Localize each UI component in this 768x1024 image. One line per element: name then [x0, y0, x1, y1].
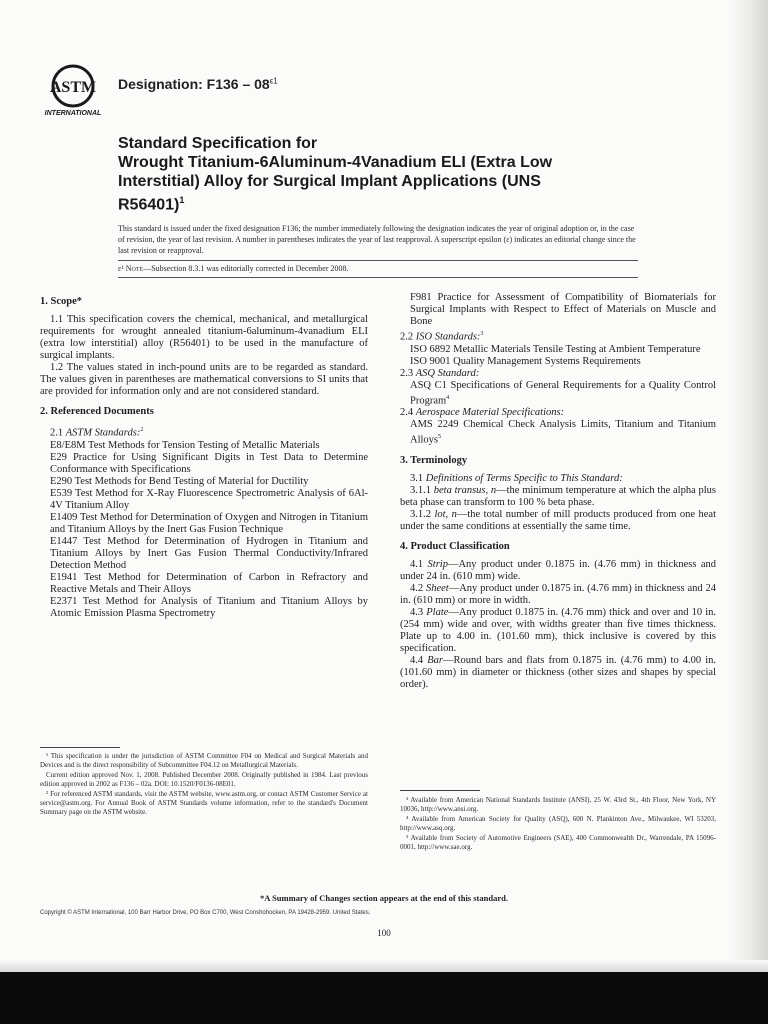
footnote: ¹ This specification is under the jurisdiction of ASTM Committee F04 on Medical and Surgical Materials and Devices and is the direct responsibility of Subcommittee F04.12 on Metallurgical Materials. [40, 752, 368, 769]
header-rule-bottom [118, 277, 638, 278]
footnote: ⁴ Available from American Society for Quality (ASQ), 600 N. Plankinton Ave., Milwaukee, WI 53203, http://www.asq.org. [400, 815, 716, 832]
astm-label-footnote: 2 [140, 427, 144, 433]
astm-label-number: 2.1 [50, 427, 64, 439]
editorial-note [118, 264, 638, 273]
para-number: 4.4 [410, 654, 424, 666]
ams-label [400, 407, 716, 419]
scan-border-black [0, 972, 768, 1024]
para-italic-text: Definitions of Terms Specific to This Standard: [425, 472, 623, 484]
paragraph-4-1 [400, 559, 716, 583]
header-rule-top [118, 260, 638, 261]
defined-term: Plate [426, 606, 449, 618]
reference-item: E29 Practice for Using Significant Digits in Test Data to Determine Conformance with Specifications [50, 451, 368, 475]
summary-of-changes-note: *A Summary of Changes section appears at the end of this standard. [260, 893, 508, 903]
logo-org-text: INTERNATIONAL [44, 110, 102, 117]
para-number: 3.1.1 [410, 484, 431, 496]
designation [118, 76, 278, 92]
ams-reference-footnote: 5 [438, 434, 442, 440]
reference-item: E1447 Test Method for Determination of Hydrogen in Titanium and Titanium Alloys by Inert Gas Fusion Thermal Conductivity/Infrared Detection Method [50, 535, 368, 571]
copyright-line: Copyright © ASTM International, 100 Barr Harbor Drive, PO Box C700, West Conshohocken, PA 19428-2959. United States. [40, 910, 371, 916]
footnote: ² For referenced ASTM standards, visit the ASTM website, www.astm.org, or contact ASTM Customer Service at service@astm.org. For Annual Book of ASTM Standards volume information, refer to the standard's Document Summary page on the ASTM website. [40, 790, 368, 816]
defined-term: Bar [427, 654, 443, 666]
footnote: ³ Available from American National Standards Institute (ANSI), 25 W. 43rd St., 4th Floor, New York, NY 10036, http://www.ansi.org. [400, 796, 716, 813]
note-symbol: ε¹ [118, 264, 124, 273]
footnote: Current edition approved Nov. 1, 2008. Published December 2008. Originally published in 1984. Last previous edition approved in 2002 as F136 – 02a. DOI: 10.1520/F0136-08E01. [40, 771, 368, 788]
reference-item: F981 Practice for Assessment of Compatibility of Biomaterials for Surgical Implants with Respect to Effect of Materials on Muscle and Bone [410, 292, 716, 327]
reference-item: E539 Test Method for X-Ray Fluorescence Spectrometric Analysis of 6Al-4V Titanium Alloy [50, 487, 368, 511]
definition-text: —Round bars and flats from 0.1875 in. (4.76 mm) to 4.00 in. (101.60 mm) in diameter or thickness (other sizes and shapes by special order). [400, 654, 717, 690]
footnote-rule-left [40, 747, 120, 748]
issuance-statement: This standard is issued under the fixed designation F136; the number immediately following the designation indicates the year of original adoption or, in the case of revision, the year of last revision. A number in parentheses indicates the year of last reapproval. A superscript epsilon (ε) indicates an editorial change since the last revision or reapproval. [118, 224, 636, 255]
defined-term: lot, n [434, 508, 457, 520]
ams-label-text: Aerospace Material Specifications: [415, 407, 565, 418]
defined-term: Sheet [425, 582, 449, 594]
definition-text: —Any product under 0.1875 in. (4.76 mm) in thickness and 24 in. (610 mm) or more in width. [400, 582, 716, 606]
referenced-documents-heading: 2. Referenced Documents [40, 406, 154, 417]
note-text: —Subsection 8.3.1 was editorially corrected in December 2008. [143, 264, 349, 273]
paragraph-3-1-1 [400, 485, 716, 509]
ams-label-number: 2.4 [400, 407, 414, 418]
footnotes-left [40, 752, 368, 818]
footnote-rule-right [400, 790, 480, 791]
paragraph-1-2: 1.2 The values stated in inch-pound units are to be regarded as standard. The values given in parentheses are mathematical conversions to SI units that are provided for information only and are not considered standard. [40, 362, 368, 397]
astm-label-text: ASTM Standards: [65, 427, 141, 439]
footnotes-right [400, 796, 716, 853]
asq-reference-footnote: 4 [446, 394, 450, 401]
scope-heading: 1. Scope* [40, 296, 82, 307]
iso-standards-label [400, 328, 716, 344]
title-line-3: Interstitial) Alloy for Surgical Implant Applications (UNS [118, 173, 541, 190]
terminology-heading: 3. Terminology [400, 454, 468, 466]
defined-term: beta transus, n [433, 484, 497, 496]
reference-item: ISO 9001 Quality Management Systems Requirements [410, 355, 641, 367]
note-label: Note [125, 264, 144, 273]
paragraph-4-4 [400, 655, 716, 691]
reference-item: ISO 6892 Metallic Materials Tensile Testing at Ambient Temperature [410, 343, 701, 355]
title-footnote-marker: 1 [179, 195, 185, 205]
astm-standards-label [40, 424, 368, 440]
logo-mark-text: ASTM [49, 79, 97, 96]
paragraph-4-2 [400, 583, 716, 607]
asq-reference-text: ASQ C1 Specifications of General Requirements for a Quality Control Program [410, 379, 716, 406]
iso-label-footnote: 3 [480, 331, 484, 337]
para-number: 4.3 [410, 606, 424, 618]
para-number: 3.1 [410, 472, 424, 484]
page-number: 100 [377, 928, 391, 938]
footnote: ⁵ Available from Society of Automotive Engineers (SAE), 400 Commonwealth Dr., Warrendale, PA 15096-0001, http://www.sae.org. [400, 834, 716, 851]
paragraph-1-1: 1.1 This specification covers the chemical, mechanical, and metallurgical requirements for wrought annealed titanium-6aluminum-4vanadium ELI (extra low interstitial) alloy (R56401) to be used in the manufacture of surgical implants. [40, 314, 368, 361]
title-line-2: Wrought Titanium-6Aluminum-4Vanadium ELI (Extra Low [118, 154, 553, 171]
paragraph-3-1-2 [400, 509, 716, 533]
para-number: 4.1 [410, 558, 424, 570]
page-edge-shadow [728, 0, 768, 1024]
iso-label-number: 2.2 [400, 331, 414, 343]
right-column [400, 292, 716, 691]
designation-text: Designation: F136 – 08 [118, 76, 270, 92]
astm-logo [40, 62, 106, 118]
definition-text: —the total number of mill products produced from one heat under the same conditions at essentially the same time. [400, 508, 716, 532]
paragraph-3-1 [400, 473, 716, 485]
asq-label-number: 2.3 [400, 367, 414, 379]
scan-shadow [0, 960, 768, 972]
reference-item: E1941 Test Method for Determination of Carbon in Refractory and Reactive Metals and Their Alloys [50, 571, 368, 595]
product-classification-heading: 4. Product Classification [400, 540, 510, 552]
ams-reference-text: AMS 2249 Chemical Check Analysis Limits, Titanium and Titanium Alloys [410, 419, 716, 446]
para-number: 3.1.2 [410, 508, 431, 520]
defined-term: Strip [427, 558, 448, 570]
reference-item: E290 Test Methods for Bend Testing of Material for Ductility [50, 475, 309, 487]
document-title [118, 134, 638, 214]
designation-superscript: ε1 [269, 76, 278, 86]
reference-item: E8/E8M Test Methods for Tension Testing of Metallic Materials [50, 439, 320, 451]
definition-text: —Any product 0.1875 in. (4.76 mm) thick and over and 10 in. (254 mm) wide and over, with widths greater than five times thickness. Plate up to 4.00 in. (101.60 mm), thick inclusive is covered by this specification. [400, 606, 717, 654]
reference-item: E1409 Test Method for Determination of Oxygen and Nitrogen in Titanium and Titanium Alloys by the Inert Gas Fusion Technique [50, 511, 368, 535]
reference-item [400, 380, 716, 408]
para-number: 4.2 [410, 582, 424, 594]
title-line-1: Standard Specification for [118, 135, 318, 152]
asq-label-text: ASQ Standard: [415, 367, 480, 379]
definition-text: —Any product under 0.1875 in. (4.76 mm) in thickness and under 24 in. (610 mm) wide. [400, 558, 717, 582]
title-line-4: R56401) [118, 196, 180, 214]
paragraph-4-3 [400, 607, 716, 655]
left-column [40, 292, 368, 620]
reference-item [400, 419, 716, 447]
definition-text: —the minimum temperature at which the alpha plus beta phase can transform to 100 % beta phase. [400, 484, 716, 508]
reference-item: E2371 Test Method for Analysis of Titanium and Titanium Alloys by Atomic Emission Plasma Spectrometry [50, 595, 368, 619]
asq-standard-label [400, 368, 716, 380]
iso-label-text: ISO Standards: [415, 331, 481, 343]
